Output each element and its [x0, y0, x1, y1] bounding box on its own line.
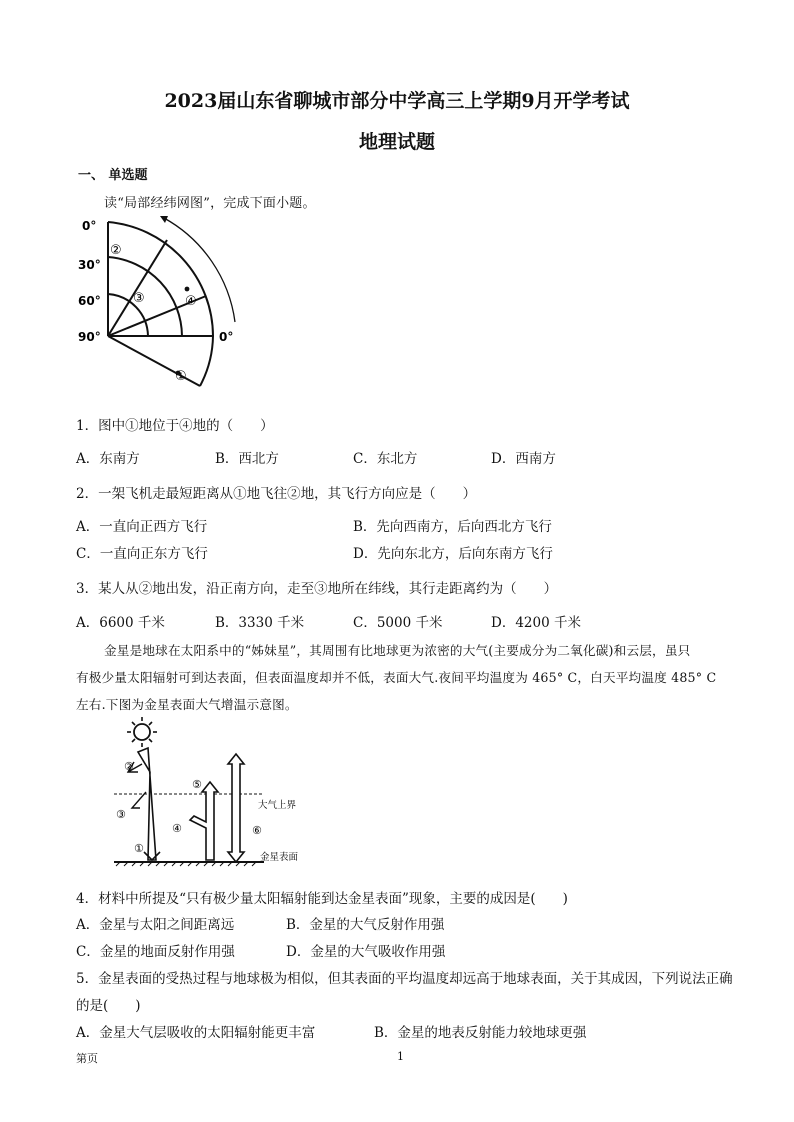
footer-page-number: 1	[397, 1050, 404, 1063]
arrow-label-6: ⑥	[252, 824, 262, 837]
question-2-option-c: C．一直向正东方飞行	[76, 546, 208, 562]
passage-line-3: 左右.下图为金星表面大气增温示意图。	[76, 697, 298, 712]
question-1-option-b: B．西北方	[215, 451, 279, 467]
exam-title: 2023届山东省聊城市部分中学高三上学期9月开学考试	[164, 90, 630, 112]
exam-subtitle: 地理试题	[358, 131, 435, 153]
question-1-option-d: D．西南方	[491, 451, 556, 467]
arrow-label-5: ⑤	[192, 778, 202, 791]
question-1-stem: 1．图中①地位于④地的（ ）	[76, 418, 274, 434]
arrow-label-1: ①	[134, 842, 144, 855]
question-2-option-d: D．先向东北方，后向东南方飞行	[353, 546, 553, 562]
question-2-option-b: B．先向西南方，后向西北方飞行	[353, 519, 552, 535]
point-3-label: ③	[133, 291, 145, 306]
arrow-label-3: ③	[116, 808, 126, 821]
question-3-stem: 3．某人从②地出发，沿正南方向，走至③地所在纬线，其行走距离约为（ ）	[76, 581, 558, 597]
intro-text: 读“局部经纬网图”，完成下面小题。	[104, 196, 316, 211]
question-5-option-b: B．金星的地表反射能力较地球更强	[374, 1025, 587, 1041]
question-5-option-a: A．金星大气层吸收的太阳辐射能更丰富	[76, 1025, 316, 1041]
lat-label-0: 0°	[82, 219, 97, 233]
question-2-stem: 2．一架飞机走最短距离从①地飞往②地，其飞行方向应是（ ）	[76, 486, 477, 502]
arrow-label-2: ②	[124, 760, 134, 773]
point-1-label: ①	[175, 369, 187, 384]
question-2-option-a: A．一直向正西方飞行	[76, 519, 208, 535]
question-5-stem-line-1: 5．金星表面的受热过程与地球极为相似，但其表面的平均温度却远高于地球表面，关于其成因，下列说法正确	[76, 971, 733, 987]
question-3-option-c: C．5000 千米	[353, 615, 443, 631]
question-4-option-d: D．金星的大气吸收作用强	[286, 944, 446, 960]
question-4-option-c: C．金星的地面反射作用强	[76, 944, 235, 960]
lat-label-30: 30°	[78, 258, 101, 272]
question-3-option-b: B．3330 千米	[215, 615, 305, 631]
atmosphere-top-label: 大气上界	[258, 800, 297, 811]
question-3-option-d: D．4200 千米	[491, 615, 581, 631]
lat-lon-grid-figure	[72, 212, 252, 402]
lon-label-0: 0°	[219, 330, 234, 344]
point-4-label: ④	[185, 294, 197, 309]
question-3-option-a: A．6600 千米	[76, 615, 165, 631]
arrow-label-4: ④	[172, 822, 182, 835]
venus-atmosphere-figure	[104, 712, 314, 872]
question-1-option-a: A．东南方	[76, 451, 140, 467]
question-5-stem-line-2: 的是( )	[76, 998, 141, 1014]
passage-line-2: 有极少量太阳辐射可到达表面，但表面温度却并不低，表面大气.夜间平均温度为 465° C，白天平均温度 485° C	[76, 670, 717, 685]
question-1-option-c: C．东北方	[353, 451, 418, 467]
footer-page-prefix: 第页	[76, 1052, 98, 1065]
lat-label-90: 90°	[78, 330, 101, 344]
sun-icon	[127, 717, 157, 747]
question-4-stem: 4．材料中所提及“只有极少量太阳辐射能到达金星表面”现象，主要的成因是( )	[76, 891, 568, 907]
question-4-option-b: B．金星的大气反射作用强	[286, 917, 445, 933]
question-4-option-a: A．金星与太阳之间距离远	[76, 917, 235, 933]
section-heading: 一、 单选题	[78, 168, 148, 183]
passage-line-1: 金星是地球在太阳系中的“姊妹星”，其周围有比地球更为浓密的大气(主要成分为二氧化碳)和云层，虽只	[104, 643, 691, 658]
point-2-label: ②	[110, 243, 122, 258]
lat-label-60: 60°	[78, 294, 101, 308]
venus-surface-label: 金星表面	[260, 852, 299, 863]
